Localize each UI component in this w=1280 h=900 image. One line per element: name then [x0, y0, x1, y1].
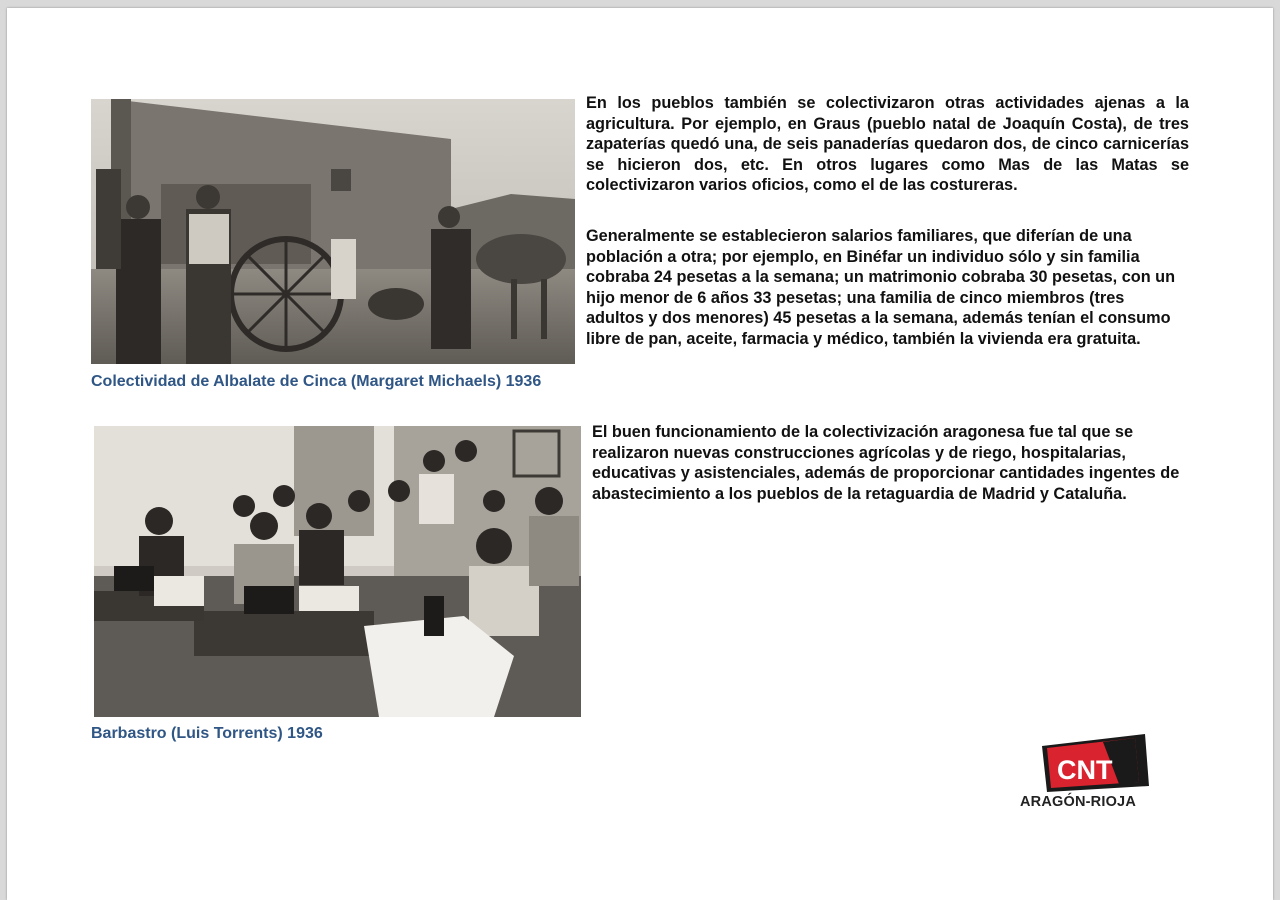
logo-mark-text: CNT: [1057, 755, 1113, 785]
paragraph-collectivized-trades: En los pueblos también se colectivizaron otras actividades ajenas a la agricultura. Por ejemplo, en Graus (pueblo natal de Joaquín Costa), de tres zapaterías quedó una, de seis panaderías quedaron dos, de cinco carnicerías se hicieron dos, etc. En otros lugares como Mas de las Matas se colectivizaron varios oficios, como el de las costureras.: [586, 94, 1189, 195]
document-page: [7, 8, 1273, 900]
photo-caption: Barbastro (Luis Torrents) 1936: [91, 725, 323, 742]
photo-caption: Colectividad de Albalate de Cinca (Margaret Michaels) 1936: [91, 373, 542, 390]
logo-region-label: ARAGÓN-RIOJA: [1020, 794, 1136, 810]
barbastro-seamstresses-photo: [94, 426, 581, 717]
paragraph-aragon-success: El buen funcionamiento de la colectivización aragonesa fue tal que se realizaron nuevas construcciones agrícolas y de riego, hospitalarias, educativas y asistenciales, además de proporcionar cantidades ingentes de abastecimiento a los pueblos de la retaguardia de Madrid y Cataluña.: [592, 423, 1180, 503]
paragraph-family-wages: Generalmente se establecieron salarios familiares, que diferían de una población a otra; por ejemplo, en Binéfar un individuo sólo y sin familia cobraba 24 pesetas a la semana; un matrimonio cobraba 30 pesetas, con un hijo menor de 6 años 33 pesetas; una familia de cinco miembros (tres adultos y dos menores) 45 pesetas a la semana, además tenían el consumo libre de pan, aceite, farmacia y médico, también la vivienda era gratuita.: [586, 227, 1176, 348]
albalate-collective-photo: [91, 99, 575, 364]
